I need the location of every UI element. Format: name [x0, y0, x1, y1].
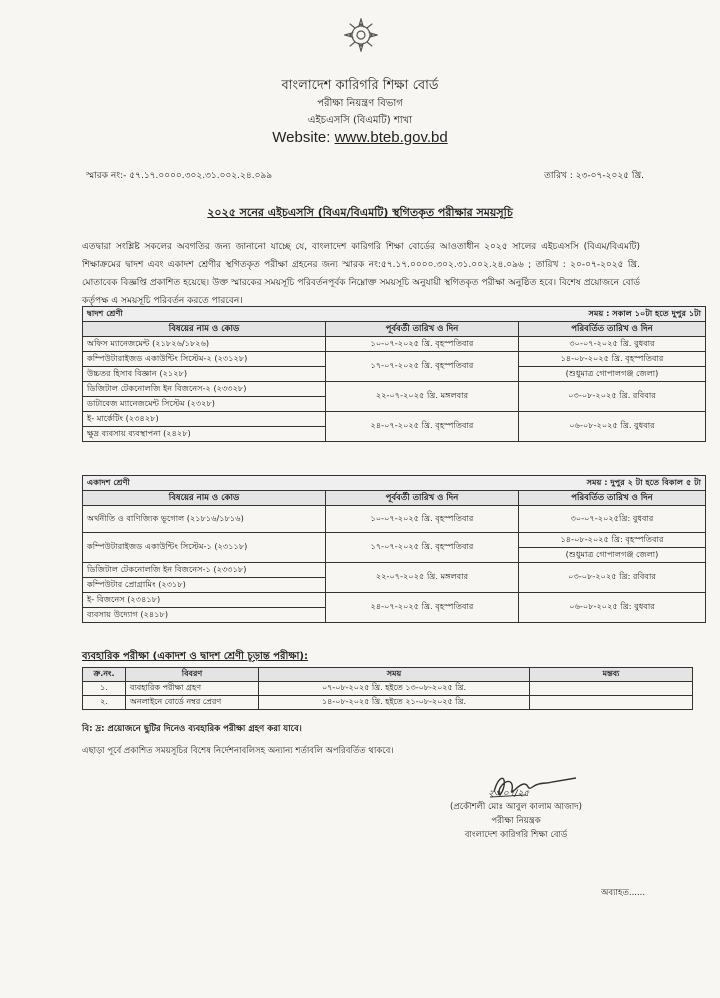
new-date-cell: ০৩-০৮-২০২৫ খ্রি: রবিবার: [519, 563, 706, 593]
col-prev-date: পূর্ববর্তী তারিখ ও দিন: [326, 491, 519, 506]
branch-name: এইচএসসি (বিএমটি) শাখা: [307, 115, 413, 126]
time-cell: ১৪-০৮-২০২৫ খ্রি. হইতে ২১-০৮-২০২৫ খ্রি.: [259, 696, 530, 710]
remarks-cell: [530, 682, 693, 696]
table-row: [83, 382, 706, 397]
table-row: [83, 352, 706, 367]
col-subject: বিষয়ের নাম ও কোড: [83, 322, 326, 337]
table-caption-row: [83, 476, 706, 491]
schedule-table-class12: [82, 306, 706, 442]
exam-time: সময় : দুপুর ২ টা হতে বিকাল ৫ টা: [519, 476, 706, 491]
prev-date-cell: ২৪-০৭-২০২৫ খ্রি. বৃহস্পতিবার: [326, 412, 519, 442]
subject-cell: অর্থনীতি ও বাণিজ্যিক ভূগোল (২১৮১৬/১৮১৬): [83, 506, 326, 533]
table-header-row: [83, 668, 693, 682]
subject-cell: ডিজিটাল টেকনোলজি ইন বিজনেস-২ (২৩৩২৮): [83, 382, 326, 397]
table-row: [83, 412, 706, 427]
table-row: [83, 563, 706, 578]
subject-cell: উচ্চতর হিসাব বিজ্ঞান (২১২৮): [83, 367, 326, 382]
col-prev-date: পূর্ববর্তী তারিখ ও দিন: [326, 322, 519, 337]
additional-note: এছাড়া পূর্বে প্রকাশিত সময়সূচির বিশেষ নির্দেশনাবলিসহ অন্যান্য শর্তাবলি অপরিবর্তিত থাকবে।: [82, 746, 394, 756]
website-line: [0, 129, 720, 146]
practical-title: ব্যবহারিক পরীক্ষা (একাদশ ও দ্বাদশ শ্রেণী চূড়ান্ত পরীক্ষা):: [82, 651, 308, 662]
new-date-cell: ১৪-০৮-২০২৫ খ্রি: বৃহস্পতিবার: [519, 533, 706, 548]
notice-title: [0, 204, 720, 223]
table-header-row: [83, 322, 706, 337]
practical-table: [82, 667, 693, 710]
new-date-cell: ৩০-০৭-২০২৫খ্রি: বুধবার: [519, 506, 706, 533]
prev-date-cell: ২২-০৭-২০২৫ খ্রি. মঙ্গলবার: [326, 382, 519, 412]
new-date-cell: ০৬-০৮-২০২৫ খ্রি: বুধবার: [519, 593, 706, 623]
subject-cell: ই- বিজনেস (২৩৪১৮): [83, 593, 326, 608]
description-cell: অনলাইনে বোর্ডে নম্বর প্রেরণ: [126, 696, 259, 710]
serial-cell: ১.: [83, 682, 126, 696]
new-date-cell: ১৪-০৮-২০২৫ খ্রি. বৃহস্পতিবার: [519, 352, 706, 367]
time-cell: ০৭-০৮-২০২৫ খ্রি. হইতে ১৩-০৮-২০২৫ খ্রি.: [259, 682, 530, 696]
serial-cell: ২.: [83, 696, 126, 710]
prev-date-cell: ১৭-০৭-২০২৫ খ্রি. বৃহস্পতিবার: [326, 352, 519, 382]
division-name: পরীক্ষা নিয়ন্ত্রণ বিভাগ: [317, 98, 403, 109]
table-row: [83, 696, 693, 710]
table-row: [83, 506, 706, 533]
new-date-cell: ৩০-০৭-২০২৫ খ্রি. বুধবার: [519, 337, 706, 352]
col-remarks: মন্তব্য: [530, 668, 693, 682]
col-time: সময়: [259, 668, 530, 682]
table-row: [83, 337, 706, 352]
signer-name: (প্রকৌশলী মোঃ আবুল কালাম আজাদ): [450, 802, 582, 812]
website-link[interactable]: www.bteb.gov.bd: [334, 129, 448, 146]
new-date-note: (শুধুমাত্র গোপালগঞ্জ জেলা): [519, 367, 706, 382]
prev-date-cell: ১৭-০৭-২০২৫ খ্রি. বৃহস্পতিবার: [326, 533, 519, 563]
subject-cell: ক্ষুদ্র ব্যবসায় ব্যবস্থাপনা (২৪২৮): [83, 427, 326, 442]
subject-cell: ব্যবসায় উদ্যোগ (২৪১৮): [83, 608, 326, 623]
signer-organization: বাংলাদেশ কারিগরি শিক্ষা বোর্ড: [464, 830, 568, 840]
subject-cell: ডাটাবেজ ম্যানেজমেন্ট সিস্টেম (২৩২৮): [83, 397, 326, 412]
subject-cell: ই- মার্কেটিং (২৩৪২৮): [83, 412, 326, 427]
signer-designation: পরীক্ষা নিয়ন্ত্রক: [491, 816, 541, 826]
table-row: [83, 682, 693, 696]
col-subject: বিষয়ের নাম ও কোড: [83, 491, 326, 506]
memo-date: তারিখ : ২৩-০৭-২০২৫ খ্রি.: [544, 171, 644, 181]
prev-date-cell: ১০-০৭-২০২৫ খ্রি. বৃহস্পতিবার: [326, 337, 519, 352]
board-name: বাংলাদেশ কারিগরি শিক্ষা বোর্ড: [281, 78, 439, 93]
prev-date-cell: ১০-০৭-২০২৫ খ্রি. বৃহস্পতিবার: [326, 506, 519, 533]
class-label: দ্বাদশ শ্রেণী: [83, 307, 519, 322]
table-caption-row: [83, 307, 706, 322]
continued-marker: অব্যাহত......: [601, 888, 646, 898]
subject-cell: অফিস ম্যানেজমেন্ট (২১৮২৬/১৮২৬): [83, 337, 326, 352]
prev-date-cell: ২৪-০৭-২০২৫ খ্রি. বৃহস্পতিবার: [326, 593, 519, 623]
notice-body: এতদ্বারা সংশ্লিষ্ট সকলের অবগতির জন্য জানানো যাচ্ছে যে, বাংলাদেশ কারিগরি শিক্ষা বোর্ডের আওতাধীন ২০২৫ সালের এইচএসসি (বিএম/বিএমটি) শিক্ষাক্রমের দ্বাদশ এবং একাদশ শ্রেণীর স্থগিতকৃত পরীক্ষা গ্রহনের জন্য স্মারক নং:৫৭.১৭.০০০০.৩০২.৩১.০০২.২৪.০৯৬ ; তারিখ : ২০-০৭-২০২৫ খ্রি. মোতাবেক বিজ্ঞপ্তি প্রকাশিত হয়েছে। উক্ত স্মারকের সময়সূচি পরিবর্তনপূর্বক নিম্নোক্ত সময়সূচি অনুযায়ী স্থগিতকৃত পরীক্ষা অনুষ্ঠিত হবে। বিশেষ প্রয়োজনে বোর্ড কর্তৃপক্ষ এ সময়সূচি পরিবর্তন করতে পারবেন।: [82, 242, 640, 306]
class-label: একাদশ শ্রেণী: [83, 476, 519, 491]
exam-time: সময় : সকাল ১০টা হতে দুপুর ১টা: [519, 307, 706, 322]
subject-cell: কম্পিউটার প্রোগ্রামিং (২৩১৮): [83, 578, 326, 593]
notice-title-text: ২০২৫ সনের এইচএসসি (বিএম/বিএমটি) স্থগিতকৃত পরীক্ষার সময়সূচি: [207, 206, 513, 219]
table-row: [83, 593, 706, 608]
table-header-row: [83, 491, 706, 506]
subject-cell: কম্পিউটারাইজড একাউন্টিং সিস্টেম-২ (২৩১২৮): [83, 352, 326, 367]
special-note: বি: দ্র: প্রয়োজনে ছুটির দিনেও ব্যবহারিক পরীক্ষা গ্রহণ করা যাবে।: [82, 724, 302, 734]
col-description: বিবরণ: [126, 668, 259, 682]
subject-cell: ডিজিটাল টেকনোলজি ইন বিজনেস-১ (২৩৩১৮): [83, 563, 326, 578]
remarks-cell: [530, 696, 693, 710]
subject-cell: কম্পিউটারাইজড একাউন্টিং সিস্টেম-১ (২৩১১৮): [83, 533, 326, 563]
new-date-note: (শুধুমাত্র গোপালগঞ্জ জেলা): [519, 548, 706, 563]
schedule-table-class11: [82, 475, 706, 623]
website-label: Website:: [272, 129, 331, 146]
board-logo-icon: [344, 18, 378, 52]
col-serial: ক্র.নং.: [83, 668, 126, 682]
memo-number: স্মারক নং:- ৫৭.১৭.০০০০.৩০২.৩১.০০২.২৪.০৯৯: [86, 171, 273, 181]
signature-date: ২৩/০৭/২৫: [488, 789, 530, 799]
prev-date-cell: ২২-০৭-২০২৫ খ্রি. মঙ্গলবার: [326, 563, 519, 593]
col-new-date: পরিবর্তিত তারিখ ও দিন: [519, 322, 706, 337]
new-date-cell: ০৬-০৮-২০২৫ খ্রি. বুধবার: [519, 412, 706, 442]
new-date-cell: ০৩-০৮-২০২৫ খ্রি. রবিবার: [519, 382, 706, 412]
description-cell: ব্যবহারিক পরীক্ষা গ্রহণ: [126, 682, 259, 696]
table-row: [83, 533, 706, 548]
col-new-date: পরিবর্তিত তারিখ ও দিন: [519, 491, 706, 506]
